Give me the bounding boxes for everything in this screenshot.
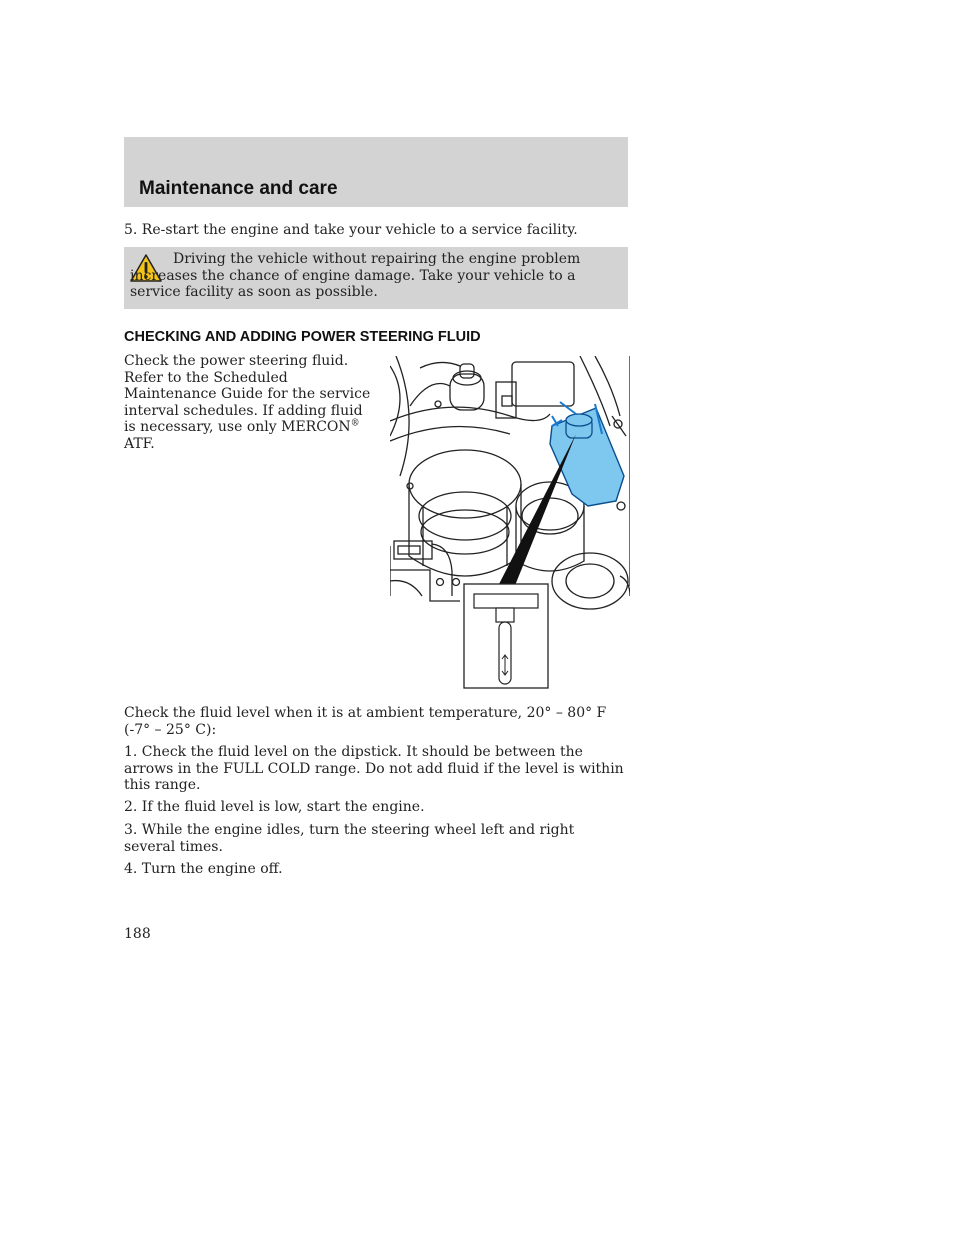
warning-text: Driving the vehicle without repairing the engine problem increases the chance of engine damage. Take your vehicle to a service facility as soon as possible. [130,251,581,300]
registered-mark: ® [350,418,360,429]
step-4: 4. Turn the engine off. [124,861,283,877]
section-heading: CHECKING AND ADDING POWER STEERING FLUID [124,329,481,345]
step-1: 1. Check the fluid level on the dipstick. It should be between the arrows in the FULL COLD range. Do not add fluid if the level is within this range. [124,744,624,793]
page-number: 188 [124,926,151,942]
side-text-end: ATF. [124,435,155,452]
step-3: 3. While the engine idles, turn the steering wheel left and right several times. [124,822,575,855]
engine-illustration [390,356,630,690]
side-text [124,353,376,452]
step-2: 2. If the fluid level is low, start the engine. [124,799,425,815]
intro-step: 5. Re-start the engine and take your vehicle to a service facility. [124,222,578,238]
side-text-main: Check the power steering fluid. Refer to the Scheduled Maintenance Guide for the service interval schedules. If adding fluid is necessary, use only MERCON [124,353,371,435]
dipstick-inset [464,584,548,688]
warning-box [124,247,628,309]
chapter-header [124,137,628,207]
chapter-title: Maintenance and care [139,178,338,199]
ambient-note: Check the fluid level when it is at ambient temperature, 20° – 80° F (-7° – 25° C): [124,705,607,738]
